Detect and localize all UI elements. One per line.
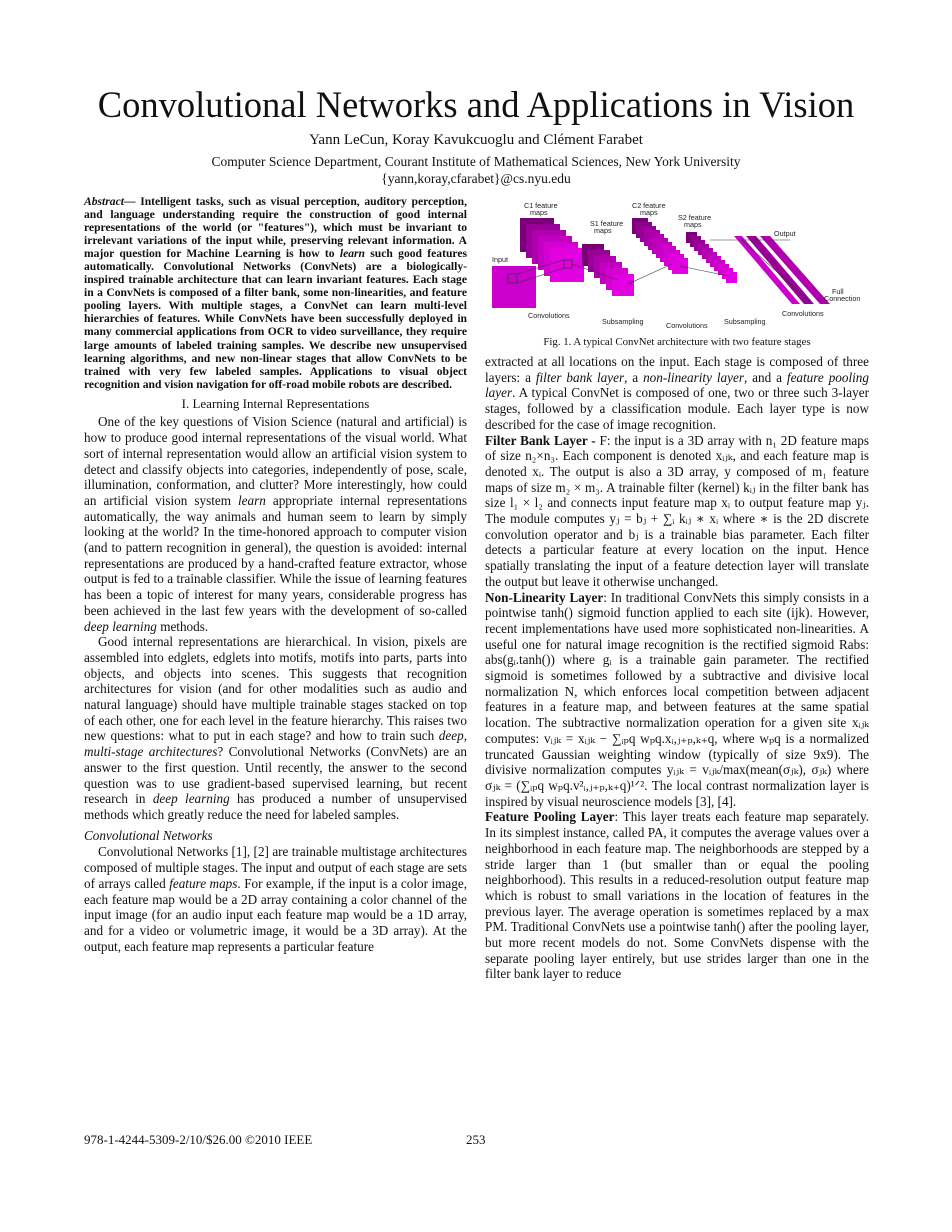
- label-c2-maps: maps: [640, 208, 658, 217]
- label-full: Full: [832, 287, 844, 296]
- label-conv3: Convolutions: [782, 309, 824, 318]
- figure-caption: Fig. 1. A typical ConvNet architecture with two feature stages: [543, 336, 811, 348]
- label-input: Input: [492, 255, 508, 264]
- paragraph-1: [84, 414, 467, 634]
- label-c1: C1 feature: [524, 201, 558, 210]
- non-linearity-heading: Non-Linearity Layer: [485, 589, 604, 605]
- feature-pooling-heading: Feature Pooling Layer: [485, 809, 615, 825]
- abstract-lead: Abstract—: [84, 195, 136, 208]
- p1-text-c: methods.: [156, 618, 209, 634]
- p3-text-b: . For example, if the input is a color image, each feature map would be a 2D array containing a color channel of the input image (for an audio input each feature map would be a 1D array, and for a video or volumetric image, it would be a 3D array). At the output, each feature map represents a particular feature: [84, 875, 468, 954]
- p1-text-a: One of the key questions of Vision Science (natural and artificial) is how to produce good internal representations of the visual world. What sort of internal representation would allow an artificial vision system to detect and classify objects into categories, independently of pose, scale, illumination, conformation, and clutter? More interestingly, how could an artificial vision system: [84, 414, 467, 508]
- label-sub1: Subsampling: [602, 317, 644, 326]
- label-s2-maps: maps: [684, 220, 702, 229]
- right-column: [485, 354, 869, 982]
- label-sub2: Subsampling: [724, 317, 766, 326]
- label-c2: C2 feature: [632, 201, 666, 210]
- r1-text-b: , a: [624, 369, 644, 385]
- abstract-text-b: such good features automatically. Convolutional Networks (ConvNets) are a biologically-inspired trainable architecture that can learn invariant features. Each stage in a ConvNets is composed of a filter bank, some non-linearities, and feature pooling layers. With multiple stages, a ConvNet can learn multi-level hierarchies of features. While ConvNets have been successfully deployed in many commercial applications from OCR to video surveillance, they require large amounts of labeled training samples. We describe new unsupervised learning algorithms, and new non-linear stages that allow ConvNets to be trained with very few labeled samples. Applications to visual object recognition and vision navigation for off-road mobile robots are described.: [84, 247, 467, 391]
- non-linearity-text: : In traditional ConvNets this simply consists in a pointwise tanh() sigmoid function applied to each site (ijk). However, recent implementations have used more sophisticated non-linearities. A useful one for natural image recognition is the rectified sigmoid Rabs: abs(gᵢ.tanh()) where gᵢ is a trainable gain parameter. The rectified sigmoid is sometimes followed by a subtractive and divisive local normalization N, which enforces local competition between adjacent features in a feature map, and between features at the same spatial location. The subtractive normalization operation for a given site xᵢⱼₖ computes: vᵢⱼₖ = xᵢⱼₖ − ∑ᵢₚq wₚq.xᵢ,ⱼ₊ₚ,ₖ₊q, where wₚq is a normalized truncated Gaussian weighting window (typically of size 9x9). The divisive normalization computes yᵢⱼₖ = vᵢⱼₖ/max(mean(σⱼₖ), σⱼₖ) where σⱼₖ = (∑ᵢₚq wₚq.v²ᵢ,ⱼ₊ₚ,ₖ₊q)¹ᐟ². The local contrast normalization layer is inspired by visual neuroscience models [3], [4].: [485, 589, 869, 809]
- r1-text-d: . A typical ConvNet is composed of one, two or three such 3-layer stages, followed by a classification module. Each layer type is now described for the case of image recognition.: [485, 385, 869, 432]
- label-output: Output: [774, 229, 796, 238]
- convnet-diagram: [490, 200, 870, 330]
- p1-emphasis-2: deep learning: [84, 618, 157, 634]
- abstract: [84, 195, 467, 391]
- p3-text-a: Convolutional Networks [1], [2] are trainable multistage architectures composed of multiple stages. The input and output of each stage are sets of arrays called: [84, 844, 467, 891]
- filter-bank-text: F: the input is a 3D array with n₁ 2D feature maps of size n₂×n₃. Each component is denoted xᵢⱼₖ, and each feature map is denoted xᵢ. The output is also a 3D array, y composed of m₁ feature maps of size m₂ × m₃. A trainable filter (kernel) kᵢⱼ in the filter bank has size l₁ × l₂ and connects input feature map xᵢ to output feature map yⱼ. The module computes yⱼ = bⱼ + ∑ᵢ kᵢⱼ ∗ xᵢ where ∗ is the 2D discrete convolution operator and bⱼ is a trainable bias parameter. Each filter detects a particular feature at every location on the input. Hence spatially translating the input of a feature detection layer will translate the output but leave it otherwise unchanged.: [485, 432, 869, 589]
- p1-emphasis-1: learn: [238, 492, 266, 508]
- c2-stack: [632, 218, 688, 274]
- p2-text-a: Good internal representations are hierarchical. In vision, pixels are assembled into edglets, edglets into motifs, motifs into parts, parts into objects, and objects into scenes. This suggests that recognition architectures for vision (and for other modalities such as audio and natural language) should have multiple trainable stages stacked on top of each other, one for each level in the feature hierarchy. This raises two new questions: what to put in each stage? and how to train such: [84, 634, 467, 744]
- r1-emphasis-2: non-linearity layer: [643, 369, 744, 385]
- label-c1-maps: maps: [530, 208, 548, 217]
- r1-emphasis-3: feature pooling layer: [485, 369, 869, 401]
- p2-text-b: ? Convolutional Networks (ConvNets) are an answer to the first question. Until recently, the answer to the second question was to use gradient-based supervised learning, but recent research in: [84, 744, 467, 807]
- label-s1-maps: maps: [594, 226, 612, 235]
- label-conv2: Convolutions: [666, 321, 708, 330]
- convnet-figure: [490, 200, 870, 330]
- abstract-emphasis: learn: [339, 247, 365, 261]
- s2-stack: [686, 232, 737, 283]
- r1-emphasis-1: filter bank layer: [535, 369, 625, 385]
- label-s2: S2 feature: [678, 213, 712, 222]
- r1-text-c: , and a: [743, 369, 787, 385]
- abstract-text-a: Intelligent tasks, such as visual perception, auditory perception, and language understanding require the construction of good internal representations of the world (or "features"), which must be invariant to irrelevant variations of the input while, preserving relevant information. A major question for Machine Learning is how to: [84, 195, 467, 261]
- affiliation: Computer Science Department, Courant Institute of Mathematical Sciences, New York University: [211, 154, 741, 169]
- label-connection: Connection: [824, 294, 861, 303]
- footer-isbn: 978-1-4244-5309-2/10/$26.00 ©2010 IEEE: [84, 1132, 313, 1147]
- paper-title: Convolutional Networks and Applications in Vision: [97, 84, 855, 125]
- paragraph-3: [84, 844, 467, 954]
- label-s1: S1 feature: [590, 219, 624, 228]
- p2-emphasis-1: deep, multi-stage architectures: [84, 728, 467, 760]
- left-column: [84, 195, 467, 954]
- non-linearity-paragraph: [485, 590, 869, 810]
- paragraph-2: [84, 634, 467, 822]
- label-conv1: Convolutions: [528, 311, 570, 320]
- p2-emphasis-2: deep learning: [152, 791, 230, 807]
- feature-pooling-paragraph: [485, 809, 869, 982]
- author-emails: {yann,koray,cfarabet}@cs.nyu.edu: [381, 171, 571, 186]
- section-heading: I. Learning Internal Representations: [181, 395, 370, 411]
- filter-bank-paragraph: [485, 433, 869, 590]
- p3-emphasis: feature maps: [169, 875, 238, 891]
- page-number: 253: [466, 1132, 486, 1147]
- subsection-heading: Convolutional Networks: [84, 827, 213, 843]
- filter-bank-heading: Filter Bank Layer -: [485, 432, 596, 448]
- p1-text-b: appropriate internal representations automatically, the way animals and human seem to learn by simply looking at the world? In the time-honored approach to computer vision (and to pattern recognition in general), the question is avoided: internal representations are produced by a hand-crafted feature extractor, whose output is fed to a trainable classifier. While the issue of learning features has been a topic of interest for many years, considerable progress has been achieved in the last few years with the development of so-called: [84, 492, 468, 618]
- r1-text-a: extracted at all locations on the input. Each stage is composed of three layers: a: [485, 354, 869, 385]
- input-map: [492, 266, 536, 308]
- author-list: Yann LeCun, Koray Kavukcuoglu and Clément Farabet: [309, 132, 643, 148]
- p2-text-c: has produced a number of unsupervised methods which greatly reduce the need for labeled samples.: [84, 791, 467, 822]
- right-paragraph-1: [485, 354, 869, 433]
- feature-pooling-text: : This layer treats each feature map separately. In its simplest instance, called PA, it computes the average values over a neighborhood in each feature map. The neighborhoods are stepped by a stride larger than 1 (but smaller than or equal the pooling neighborhood). This results in a reduced-resolution output feature map which is robust to small variations in the location of features in the previous layer. The average operation is sometimes replaced by a max PM. Traditional ConvNets use a pointwise tanh() after the pooling layer, but more recent models do not. Some ConvNets dispense with the separate pooling layer entirely, but use strides larger than one in the filter bank layer to reduce: [485, 809, 869, 982]
